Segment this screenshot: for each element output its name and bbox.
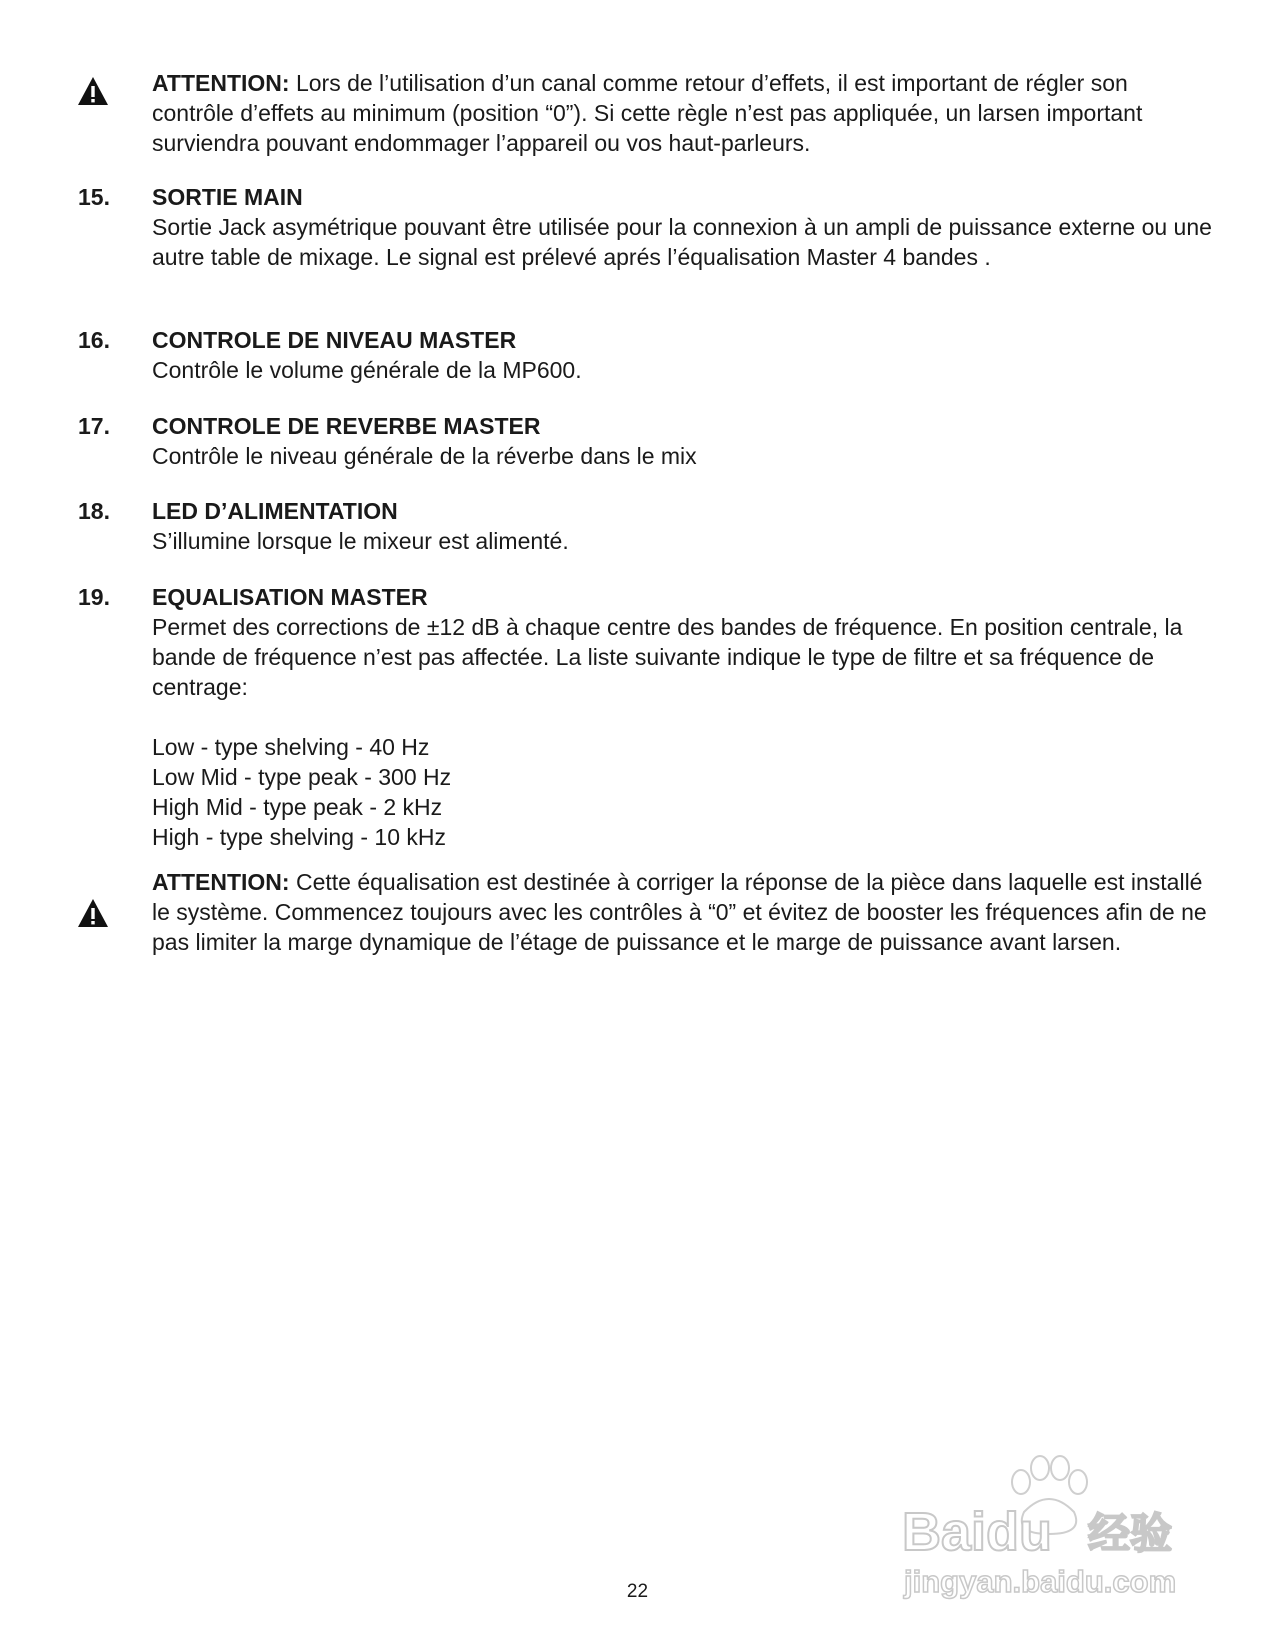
page-number: 22 (626, 1581, 649, 1602)
section-title: CONTROLE DE REVERBE MASTER (152, 413, 541, 439)
list-item: High Mid - type peak - 2 kHz (152, 794, 443, 820)
warning-text (152, 68, 1212, 158)
section-number: 18. (78, 498, 110, 524)
list-item: Low Mid - type peak - 300 Hz (152, 764, 452, 790)
warning-triangle-icon (77, 76, 109, 106)
section-body: Contrôle le niveau générale de la réverbe dans le mix (152, 443, 697, 469)
warning-lead: ATTENTION: (152, 70, 290, 96)
warning-triangle-icon (77, 898, 109, 928)
section-number: 17. (78, 413, 110, 439)
watermark-url: jingyan.baidu.com (904, 1564, 1177, 1599)
section-number: 19. (78, 584, 110, 610)
watermark-brand: Baidu (902, 1502, 1053, 1562)
section-title: EQUALISATION MASTER (152, 584, 428, 610)
list-item: Low - type shelving - 40 Hz (152, 734, 430, 760)
warning-body: Cette équalisation est destinée à corriger la réponse de la pièce dans laquelle est installé le système. Commencez toujours avec les contrôles à “0” et évitez de booster les fréquences afin de ne pas limiter la marge dynamique de l’étage de puissance et le marge de puissance avant larsen. (152, 869, 1207, 955)
baidu-watermark (898, 1452, 1204, 1600)
warning-body: Lors de l’utilisation d’un canal comme retour d’effets, il est important de régler son contrôle d’effets au minimum (position “0”). Si cette règle n’est pas appliquée, un larsen important surviendra pouvant endommager l’appareil ou vos haut-parleurs. (152, 70, 1143, 156)
warning-lead: ATTENTION: (152, 869, 290, 895)
section-body: Sortie Jack asymétrique pouvant être utilisée pour la connexion à un ampli de puissance externe ou une autre table de mixage. Le signal est prélevé aprés l’équalisation Master 4 bandes . (152, 214, 1212, 270)
section-title: CONTROLE DE NIVEAU MASTER (152, 327, 517, 353)
watermark-label: 经验 (1088, 1509, 1173, 1558)
section-title: SORTIE MAIN (152, 184, 303, 210)
warning-text (152, 867, 1212, 957)
section-number: 16. (78, 327, 110, 353)
section-body: Permet des corrections de ±12 dB à chaque centre des bandes de fréquence. En position centrale, la bande de fréquence n’est pas affectée. La liste suivante indique le type de filtre et sa fréquence de centrage: (152, 614, 1183, 700)
section-title: LED D’ALIMENTATION (152, 498, 398, 524)
section-body: S’illumine lorsque le mixeur est alimenté. (152, 528, 569, 554)
section-number: 15. (78, 184, 110, 210)
list-item: High - type shelving - 10 kHz (152, 824, 447, 850)
eq-band-list (152, 732, 1212, 852)
section-body: Contrôle le volume générale de la MP600. (152, 357, 582, 383)
